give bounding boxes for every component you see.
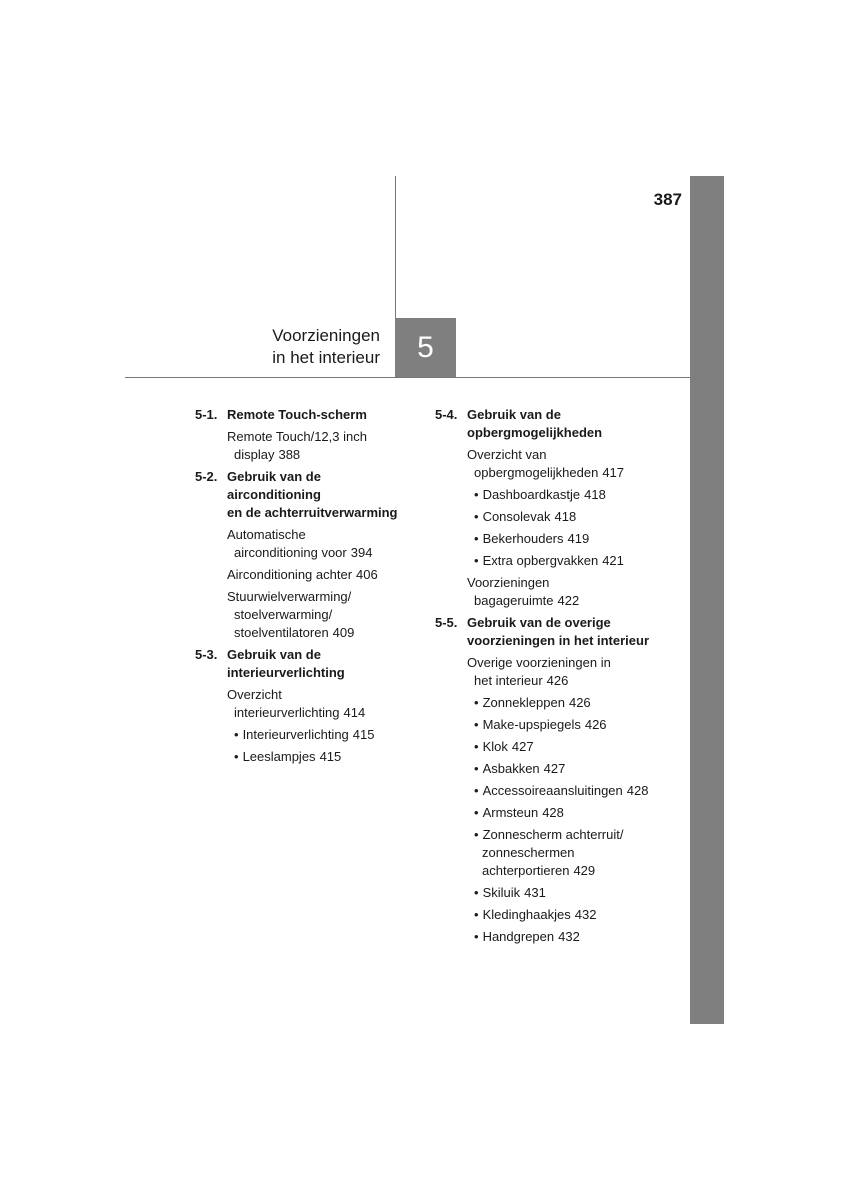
toc-subentry[interactable] <box>234 726 413 744</box>
section-title-line: voorzieningen in het interieur <box>467 633 650 648</box>
entry-row <box>474 530 653 548</box>
toc-subentry[interactable] <box>474 552 653 570</box>
entry-text: Skiluik <box>482 885 521 900</box>
entry-row <box>474 552 653 570</box>
section-title-line: Gebruik van de overige <box>467 615 611 630</box>
entry-text: zonneschermen <box>482 845 575 860</box>
section-title-line: Remote Touch-scherm <box>227 407 367 422</box>
section-title <box>227 406 413 424</box>
toc-entry[interactable] <box>467 654 653 690</box>
page-reference[interactable]: 409 <box>332 625 355 640</box>
page-reference[interactable]: 418 <box>554 509 577 524</box>
page-reference[interactable]: 429 <box>573 863 596 878</box>
entry-text: Kledinghaakjes <box>482 907 571 922</box>
entry-row <box>467 592 653 610</box>
toc-entry[interactable] <box>467 574 653 610</box>
page-number: 387 <box>653 190 682 209</box>
entry-row <box>474 804 653 822</box>
section-title-line: en de achterruitverwarming <box>227 505 398 520</box>
section-heading <box>195 406 413 424</box>
toc-entry[interactable] <box>227 428 413 464</box>
entry-text: stoelventilatoren <box>234 625 329 640</box>
entry-row <box>474 906 653 924</box>
bullet-icon: • <box>474 805 479 820</box>
entry-text: Armsteun <box>482 805 539 820</box>
section-heading <box>195 468 413 522</box>
bullet-icon: • <box>474 531 479 546</box>
entry-row <box>474 782 653 800</box>
entry-text: display <box>234 447 275 462</box>
page-reference[interactable]: 427 <box>543 761 566 776</box>
entry-text: airconditioning voor <box>234 545 347 560</box>
entry-text: opbergmogelijkheden <box>474 465 599 480</box>
toc-subentry[interactable] <box>474 804 653 822</box>
vertical-rule <box>395 176 396 318</box>
toc-section <box>435 406 653 610</box>
section-title <box>227 468 413 522</box>
entry-text: Consolevak <box>482 509 551 524</box>
bullet-icon: • <box>474 761 479 776</box>
section-number: 5-2. <box>195 469 218 484</box>
page-reference[interactable]: 422 <box>557 593 580 608</box>
entry-text: Bekerhouders <box>482 531 564 546</box>
toc-entry[interactable] <box>227 686 413 722</box>
entry-row <box>227 544 413 562</box>
entry-text <box>474 826 653 844</box>
section-number: 5-3. <box>195 647 218 662</box>
entry-text: achterportieren <box>482 863 570 878</box>
entry-text: Accessoireaansluitingen <box>482 783 623 798</box>
entry-row <box>474 928 653 946</box>
page-reference[interactable]: 415 <box>352 727 375 742</box>
bullet-icon: • <box>474 739 479 754</box>
entry-row <box>474 716 653 734</box>
entry-text: Make-upspiegels <box>482 717 581 732</box>
entry-text: Overzicht <box>227 687 282 702</box>
entry-text: Automatische <box>227 527 306 542</box>
bullet-icon: • <box>474 487 479 502</box>
entry-text: Overige voorzieningen in <box>467 655 611 670</box>
section-title-line: Gebruik van de airconditioning <box>227 469 321 502</box>
bullet-icon: • <box>474 907 479 922</box>
toc-subentry[interactable] <box>474 694 653 712</box>
section-heading <box>435 406 653 442</box>
toc-entry[interactable] <box>467 446 653 482</box>
chapter-title-line1: Voorzieningen <box>272 326 380 345</box>
entry-row <box>474 508 653 526</box>
entry-text: Handgrepen <box>482 929 555 944</box>
entry-row <box>227 566 413 584</box>
entry-text: Zonnekleppen <box>482 695 565 710</box>
section-title <box>467 614 653 650</box>
page-reference[interactable]: 421 <box>602 553 624 568</box>
toc-subentry[interactable] <box>474 760 653 778</box>
entry-row <box>474 738 653 756</box>
chapter-number: 5 <box>417 330 434 364</box>
entry-text: Overzicht van <box>467 447 547 462</box>
entry-text: Extra opbergvakken <box>482 553 599 568</box>
section-title <box>467 406 653 442</box>
entry-row <box>227 704 413 722</box>
bullet-icon: • <box>474 717 479 732</box>
chapter-number-box <box>395 318 456 377</box>
entry-text: Asbakken <box>482 761 540 776</box>
entry-row <box>227 624 413 642</box>
bullet-icon: • <box>234 749 239 764</box>
entry-text: Remote Touch/12,3 inch <box>227 429 367 444</box>
page-reference[interactable]: 426 <box>568 695 591 710</box>
entry-row <box>474 862 653 880</box>
page-reference[interactable]: 418 <box>584 487 606 502</box>
page-reference[interactable]: 426 <box>546 673 569 688</box>
page-reference[interactable]: 427 <box>511 739 534 754</box>
entry-text: Dashboardkastje <box>482 487 581 502</box>
entry-text-part: Zonnescherm achterruit/ <box>482 827 624 842</box>
bullet-icon: • <box>474 885 479 900</box>
page-reference[interactable]: 426 <box>584 717 607 732</box>
section-number: 5-5. <box>435 615 458 630</box>
entry-text: Leeslampjes <box>242 749 316 764</box>
toc-section <box>195 468 413 642</box>
toc-column-right <box>435 406 653 950</box>
entry-row <box>474 760 653 778</box>
section-title-line: interieurverlichting <box>227 665 345 680</box>
entry-row <box>474 884 653 902</box>
toc-column-left <box>195 406 413 770</box>
page-reference[interactable]: 388 <box>278 447 301 462</box>
section-heading <box>195 646 413 682</box>
chapter-tab-bar <box>690 176 724 1024</box>
toc-subentry[interactable] <box>234 748 413 766</box>
chapter-title <box>200 325 380 369</box>
entry-text: Voorzieningen <box>467 575 550 590</box>
entry-text: Stuurwielverwarming/ <box>227 589 352 604</box>
toc-subentry[interactable] <box>474 782 653 800</box>
bullet-icon: • <box>474 509 479 524</box>
toc-entry[interactable] <box>227 588 413 642</box>
toc-subentry[interactable] <box>474 716 653 734</box>
section-heading <box>435 614 653 650</box>
section-title-line: Gebruik van de <box>227 647 321 662</box>
section-title-line: Gebruik van de <box>467 407 561 422</box>
entry-row <box>467 672 653 690</box>
toc-subentry[interactable] <box>474 738 653 756</box>
page-reference[interactable]: 394 <box>350 545 373 560</box>
horizontal-rule <box>125 377 690 378</box>
page-reference[interactable]: 406 <box>356 567 378 582</box>
bullet-icon: • <box>474 929 479 944</box>
entry-row <box>234 726 413 744</box>
entry-row <box>234 748 413 766</box>
entry-text: bagageruimte <box>474 593 554 608</box>
page-reference[interactable]: 428 <box>542 805 564 820</box>
bullet-icon: • <box>474 695 479 710</box>
toc-entry[interactable] <box>227 526 413 562</box>
entry-row <box>474 694 653 712</box>
section-number: 5-1. <box>195 407 218 422</box>
toc-subentry[interactable] <box>474 884 653 902</box>
entry-text: het interieur <box>474 673 543 688</box>
entry-row <box>227 446 413 464</box>
toc-section <box>435 614 653 946</box>
page-reference[interactable]: 414 <box>343 705 366 720</box>
toc-subentry[interactable] <box>474 508 653 526</box>
entry-row <box>474 486 653 504</box>
toc-subentry[interactable] <box>474 530 653 548</box>
toc-subentry[interactable] <box>474 906 653 924</box>
section-title-line: opbergmogelijkheden <box>467 425 603 440</box>
bullet-icon: • <box>474 783 479 798</box>
entry-text: Airconditioning achter <box>227 567 353 582</box>
toc-entry[interactable] <box>227 566 413 584</box>
page-reference[interactable]: 417 <box>602 465 625 480</box>
page-reference[interactable]: 432 <box>558 929 580 944</box>
bullet-icon: • <box>474 827 479 842</box>
toc-subentry[interactable] <box>474 826 653 880</box>
toc-subentry[interactable] <box>474 486 653 504</box>
section-title <box>227 646 413 682</box>
entry-text: stoelverwarming/ <box>234 607 333 622</box>
toc-section <box>195 646 413 766</box>
page-reference[interactable]: 428 <box>626 783 649 798</box>
entry-text: interieurverlichting <box>234 705 340 720</box>
page-reference[interactable]: 419 <box>567 531 590 546</box>
section-number: 5-4. <box>435 407 458 422</box>
page-reference[interactable]: 432 <box>574 907 597 922</box>
entry-text: Interieurverlichting <box>242 727 349 742</box>
page-reference[interactable]: 415 <box>319 749 342 764</box>
page-reference[interactable]: 431 <box>524 885 546 900</box>
bullet-icon: • <box>474 553 479 568</box>
entry-text: Klok <box>482 739 508 754</box>
toc-subentry[interactable] <box>474 928 653 946</box>
entry-row <box>467 464 653 482</box>
toc-section <box>195 406 413 464</box>
bullet-icon: • <box>234 727 239 742</box>
chapter-title-line2: in het interieur <box>272 348 380 367</box>
